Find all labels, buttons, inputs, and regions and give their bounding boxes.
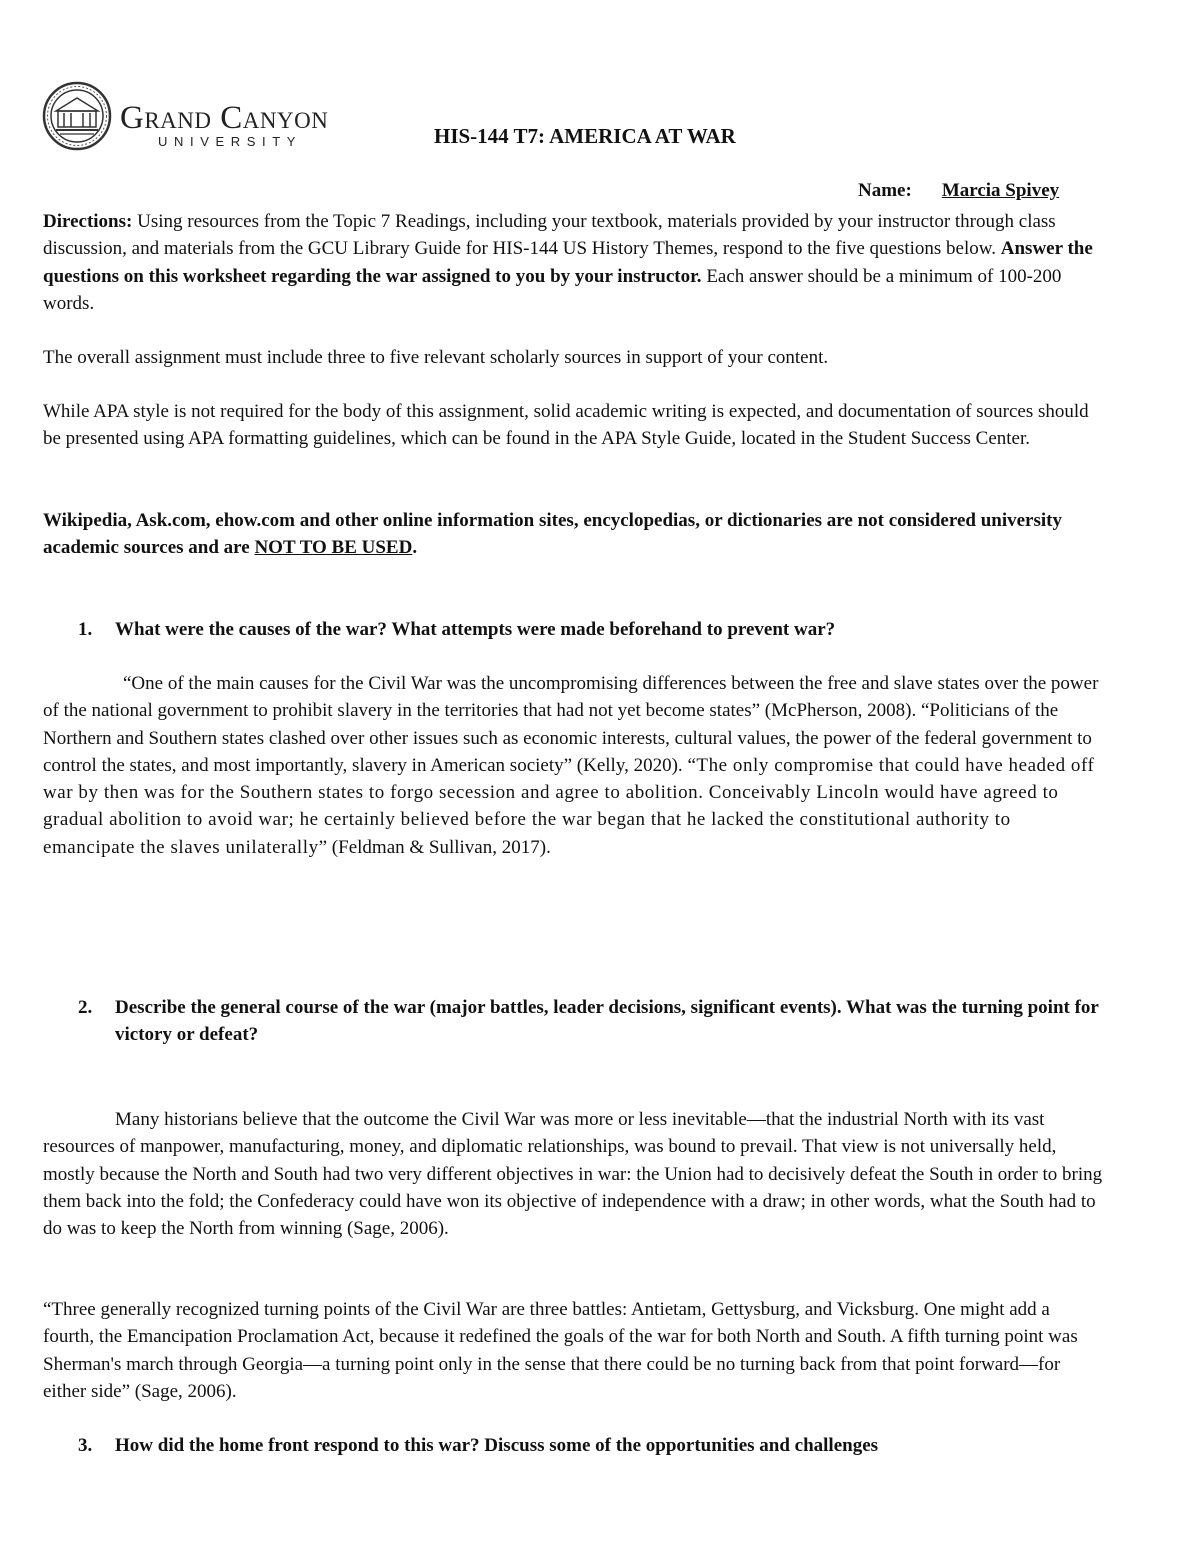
question-number: 2. — [78, 997, 93, 1018]
answer-1-compromise-quote: “The only compromise that could have headed off war by then was for the Southern states to forgo secession and agree to abolition. Conceivably Lincoln would have agreed to gradual abolition to avoid war; he certainly believed before the war began that he lacked the constitutional authority to emancipate the slaves unilaterally — [43, 754, 1095, 858]
university-seal-icon — [42, 78, 112, 154]
directions-label: Directions: — [43, 211, 133, 232]
directions-word-count: Each answer should be a minimum of 100-200 words. — [43, 265, 1062, 314]
directions-text: Using resources from the Topic 7 Readings, including your textbook, materials provided by your instructor through class discussion, and materials from the GCU Library Guide for HIS-144 US History Themes, respond to the five questions below. — [43, 211, 1056, 260]
name-value: Marcia Spivey — [941, 180, 1060, 201]
question-text: Describe the general course of the war (major battles, leader decisions, significant events). What was the turning point for victory or defeat? — [115, 997, 1099, 1045]
warning-underlined: NOT TO BE USED — [254, 537, 413, 559]
warning-paragraph — [43, 507, 1103, 562]
logo-university-name: Grand Canyon — [120, 100, 329, 136]
question-number: 1. — [78, 619, 93, 640]
answer-2-paragraph-2: “Three generally recognized turning points of the Civil War are three battles: Antietam, Gettysburg, and Vicksburg. One might add a fourth, the Emancipation Proclamation Act, because it redefined the goals of the war for both North and South. A fifth turning point was Sherman's march through Georgia—a turning point only in the sense that there could be no turning back from that point forward—for either side” (Sage, 2006). — [43, 1299, 1078, 1402]
answer-1-paragraph — [43, 670, 1103, 861]
page-title: HIS-144 T7: AMERICA AT WAR — [434, 124, 736, 148]
logo-university-subtitle: UNIVERSITY — [158, 134, 303, 149]
question-3 — [78, 1432, 1108, 1459]
apa-paragraph: While APA style is not required for the body of this assignment, solid academic writing is expected, and documentation of sources should be presented using APA formatting guidelines, which can be found in the APA Style Guide, located in the Student Success Center. — [43, 401, 1089, 450]
sources-paragraph: The overall assignment must include three to five relevant scholarly sources in support of your content. — [43, 347, 829, 368]
warning-end: . — [412, 537, 418, 559]
question-text: What were the causes of the war? What attempts were made beforehand to prevent war? — [115, 619, 836, 640]
warning-text: Wikipedia, Ask.com, ehow.com and other online information sites, encyclopedias, or dictionaries are not considered university academic sources and are — [43, 510, 1062, 559]
question-1 — [78, 616, 1108, 643]
directions-paragraph — [43, 208, 1103, 317]
university-logo — [42, 78, 352, 158]
name-row — [858, 180, 1073, 202]
answer-1-quotes: “One of the main causes for the Civil War was the uncompromising differences between the free and slave states over the power of the national government to prohibit slavery in the territories that had not yet become states” (McPherson, 2008). “Politicians of the Northern and Southern states clashed over other issues such as economic interests, cultural values, the power of the federal government to control the states, and most importantly, slavery in American society” (Kelly, 2020). — [43, 673, 1099, 776]
name-label: Name: — [858, 180, 912, 201]
directions-bold-instruction: Answer the questions on this worksheet regarding the war assigned to you by your instructor. — [43, 238, 1093, 287]
question-number: 3. — [78, 1435, 93, 1456]
question-2 — [78, 994, 1108, 1048]
answer-2-paragraph-1: Many historians believe that the outcome the Civil War was more or less inevitable—that the industrial North with its vast resources of manpower, manufacturing, money, and diplomatic relationships, was bound to prevail. That view is not universally held, mostly because the North and South had two very different objectives in war: the Union had to decisively defeat the South in order to bring them back into the fold; the Confederacy could have won its objective of independence with a draw; in other words, what the South had to do was to keep the North from winning (Sage, 2006). — [43, 1109, 1103, 1240]
answer-1-citation: ” (Feldman & Sullivan, 2017). — [318, 836, 551, 858]
question-text: How did the home front respond to this war? Discuss some of the opportunities and challenges — [115, 1435, 879, 1456]
